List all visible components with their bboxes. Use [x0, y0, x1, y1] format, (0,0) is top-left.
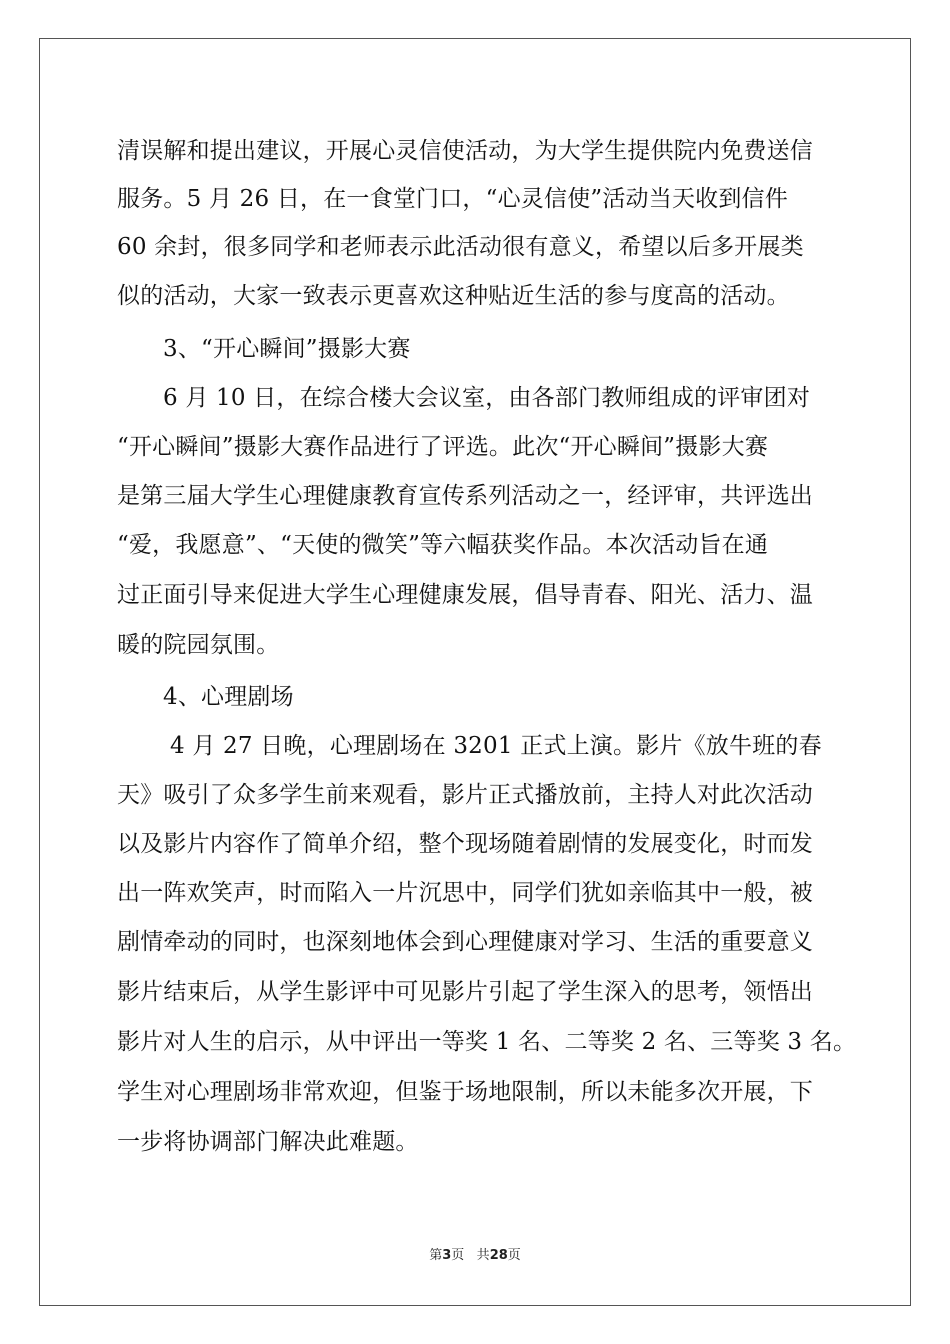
- paragraph-line: 过正面引导来促进大学生心理健康发展，倡导青春、阳光、活力、温: [117, 582, 813, 608]
- paragraph-line: 影片结束后，从学生影评中可见影片引起了学生深入的思考，领悟出: [117, 979, 813, 1005]
- paragraph-line: 一步将协调部门解决此难题。: [117, 1129, 419, 1155]
- paragraph-line: 是第三届大学生心理健康教育宣传系列活动之一，经评审，共评选出: [117, 483, 813, 509]
- paragraph-line: 6 月 10 日，在综合楼大会议室，由各部门教师组成的评审团对: [163, 385, 811, 411]
- section-heading: 4、心理剧场: [163, 684, 294, 710]
- paragraph-line: “开心瞬间”摄影大赛作品进行了评选。此次“开心瞬间”摄影大赛: [117, 434, 769, 460]
- page-border: [39, 38, 911, 1306]
- paragraph-line: 影片对人生的启示，从中评出一等奖 1 名、二等奖 2 名、三等奖 3 名。: [117, 1029, 857, 1055]
- paragraph-line: “爱，我愿意”、“天使的微笑”等六幅获奖作品。本次活动旨在通: [117, 532, 769, 558]
- total-prefix: 共: [476, 1248, 490, 1263]
- page-footer: [0, 1248, 950, 1264]
- paragraph-line: 以及影片内容作了简单介绍，整个现场随着剧情的发展变化，时而发: [117, 831, 813, 857]
- paragraph-line: 似的活动，大家一致表示更喜欢这种贴近生活的参与度高的活动。: [117, 283, 790, 309]
- paragraph-line: 服务。5 月 26 日，在一食堂门口，“心灵信使”活动当天收到信件: [117, 186, 788, 212]
- paragraph-line: 剧情牵动的同时，也深刻地体会到心理健康对学习、生活的重要意义: [117, 929, 813, 955]
- paragraph-line: 暖的院园氛围。: [117, 632, 280, 658]
- page-number: 3: [442, 1248, 452, 1263]
- paragraph-line: 学生对心理剧场非常欢迎，但鉴于场地限制，所以未能多次开展，下: [117, 1079, 813, 1105]
- total-unit: 页: [507, 1248, 521, 1263]
- paragraph-line: 4 月 27 日晚，心理剧场在 3201 正式上演。影片《放牛班的春: [170, 733, 822, 759]
- paragraph-line: 清误解和提出建议，开展心灵信使活动，为大学生提供院内免费送信: [117, 138, 813, 164]
- page-prefix: 第: [429, 1248, 443, 1263]
- page-total: 28: [489, 1248, 508, 1263]
- paragraph-line: 天》吸引了众多学生前来观看，影片正式播放前，主持人对此次活动: [117, 782, 813, 808]
- paragraph-line: 出一阵欢笑声，时而陷入一片沉思中，同学们犹如亲临其中一般，被: [117, 880, 813, 906]
- section-heading: 3、“开心瞬间”摄影大赛: [163, 336, 411, 362]
- page-unit: 页: [451, 1248, 465, 1263]
- paragraph-line: 60 余封，很多同学和老师表示此活动很有意义，希望以后多开展类: [117, 234, 804, 260]
